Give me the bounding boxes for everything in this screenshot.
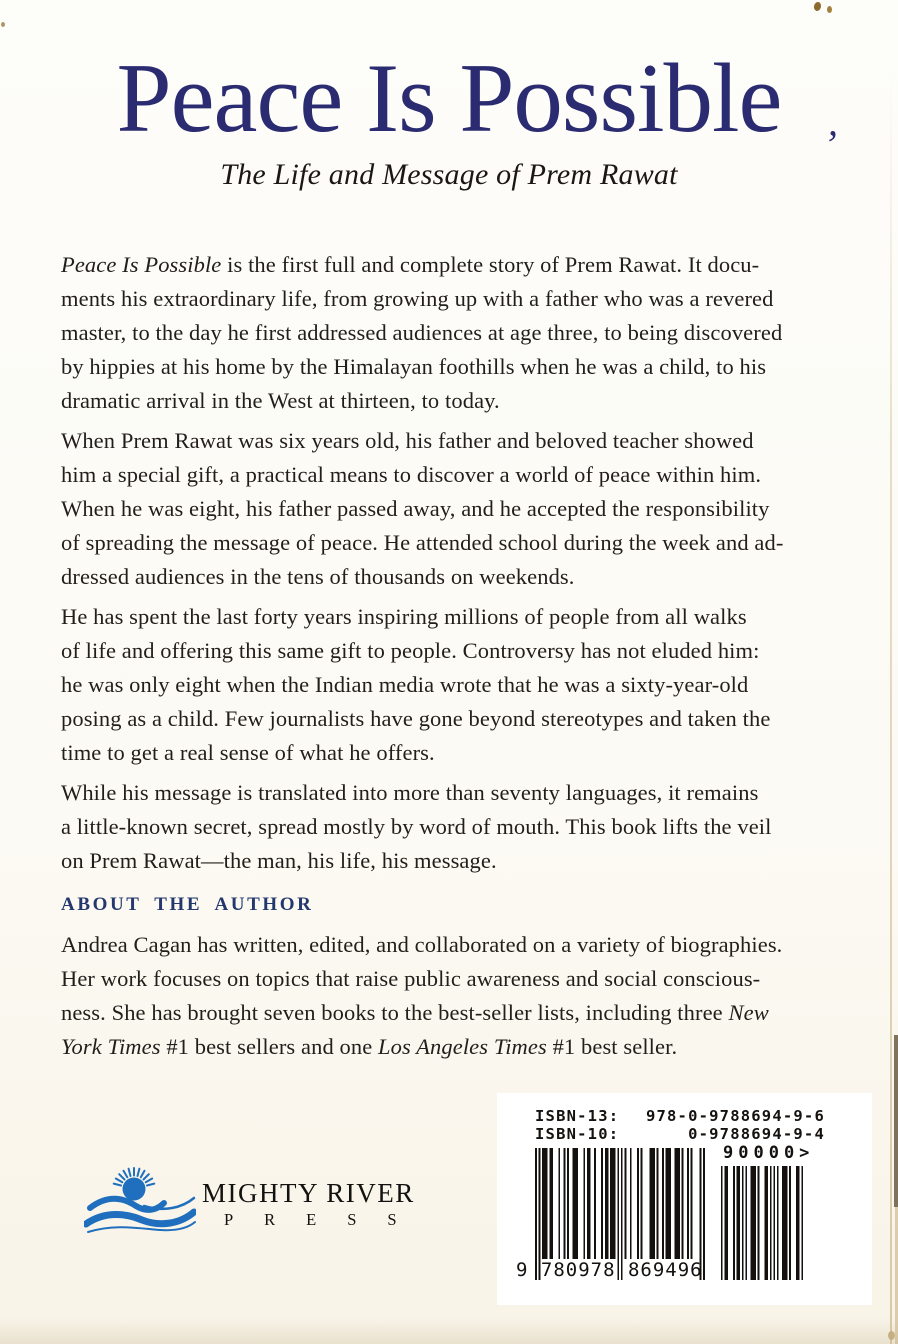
book-title: Peace Is Possible [116, 44, 782, 153]
scan-speck [813, 1, 822, 12]
publisher-name-block [202, 1156, 428, 1230]
barcode-panel [497, 1093, 872, 1305]
isbn13-label: ISBN-13: [535, 1107, 620, 1125]
author-bio-paragraph: Andrea Cagan has written, edited, and collaborated on a variety of biographies. Her work focuses on topics that raise public awareness and social conscious- ness. She has brought seven books to the best-seller lists, including three New York Times #1 best sellers and one Los Angeles Times #1 best seller. [61, 932, 783, 1059]
back-cover-text [61, 248, 851, 1070]
page-edge-line [890, 70, 892, 1344]
book-subtitle: The Life and Message of Prem Rawat [220, 157, 678, 191]
barcode-digits: 9 780978 869496 [516, 1259, 703, 1281]
publisher-logo [84, 1156, 428, 1242]
print-artifact-comma: , [828, 99, 838, 144]
scan-speck [1, 22, 5, 27]
synopsis-paragraph-3: He has spent the last forty years inspiring millions of people from all walks of life and offering this same gift to people. Controversy has not eluded him: he was only eight when the Indian media wrote that he was a sixty-year-old posing as a child. Few journalists have gone beyond stereotypes and taken the time to get a real sense of what he offers. [61, 604, 771, 765]
barcode-supplement-label: 90000> [723, 1143, 815, 1163]
title-block [0, 44, 898, 192]
synopsis-paragraph-1: Peace Is Possible is the first full and complete story of Prem Rawat. It docu- ments his extraordinary life, from growing up with a father who was a revered master, to the day he first addressed audiences at age three, to being discovered by hippies at his home by the Himalayan foothills when he was a child, to his dramatic arrival in the West at thirteen, to today. [61, 252, 783, 413]
synopsis-paragraph-2: When Prem Rawat was six years old, his father and beloved teacher showed him a special gift, a practical means to discover a world of peace within him. When he was eight, his father passed away, and he accepted the responsibility of spreading the message of peace. He attended school during the week and ad- dressed audiences in the tens of thousands on weekends. [61, 428, 784, 589]
about-the-author-heading: ABOUT THE AUTHOR [61, 894, 314, 915]
isbn13-row [535, 1108, 825, 1126]
isbn10-row [535, 1126, 825, 1144]
synopsis-paragraph-4: While his message is translated into more than seventy languages, it remains a little-known secret, spread mostly by word of mouth. This book lifts the veil on Prem Rawat—the man, his life, his message. [61, 780, 772, 873]
isbn10-value: 0-9788694-9-4 [688, 1124, 825, 1143]
isbn13-value: 978-0-9788694-9-6 [645, 1107, 825, 1125]
publisher-press-label: PRESS [224, 1210, 428, 1229]
bottom-shading [0, 1318, 898, 1344]
ean5-supplement-barcode [719, 1166, 803, 1280]
river-sun-logo-icon [84, 1156, 196, 1242]
isbn-lines [535, 1108, 825, 1143]
isbn10-label: ISBN-10: [535, 1124, 620, 1143]
publisher-name: MIGHTY RIVER [202, 1178, 415, 1208]
page-edge-shadow [894, 1035, 898, 1207]
scan-speck [827, 6, 832, 13]
